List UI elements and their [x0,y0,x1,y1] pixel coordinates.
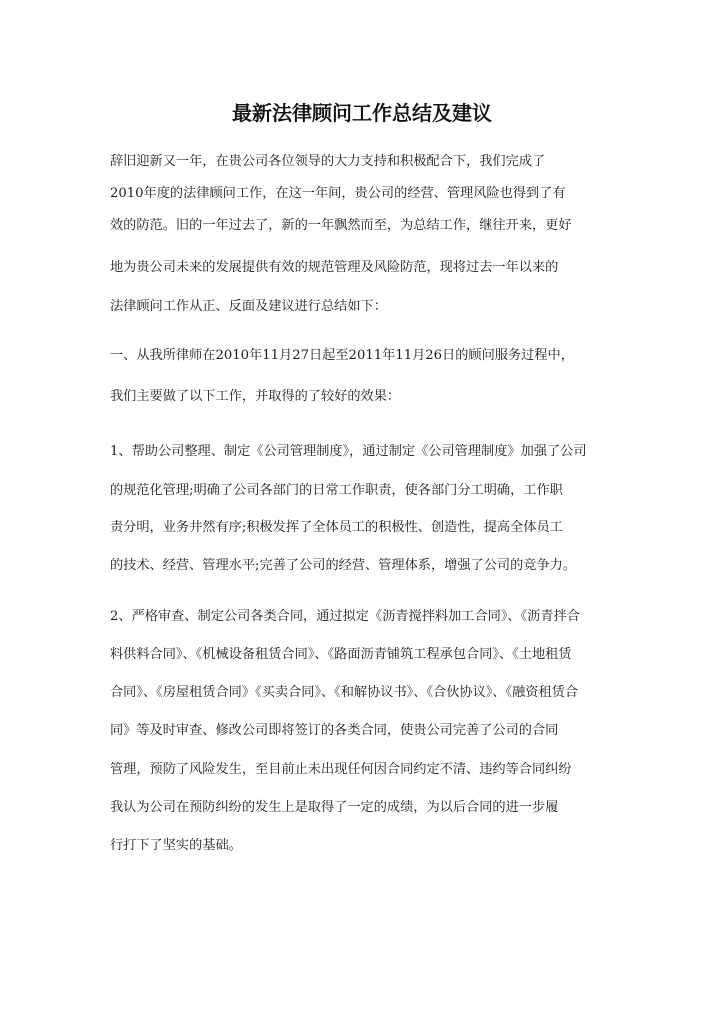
body-line: 法律顾问工作从正、反面及建议进行总结如下： [110,299,387,314]
body-line: 的规范化管理;明确了公司各部门的日常工作职责，使各部门分工明确，工作职 [110,483,563,498]
body-line: 1、帮助公司整理、制定《公司管理制度》，通过制定《公司管理制度》加强了公司 [110,444,587,459]
body-line: 的技术、经营、管理水平;完善了公司的经营、管理体系，增强了公司的竞争力。 [110,558,577,573]
body-line: 2、严格审查、制定公司各类合同，通过拟定《沥青搅拌料加工合同》、《沥青拌合 [110,609,580,624]
body-line: 料供料合同》、《机械设备租赁合同》、《路面沥青铺筑工程承包合同》、《土地租赁 [110,647,572,662]
body-line: 行打下了坚实的基础。 [110,838,242,853]
body-line: 责分明，业务井然有序;积极发挥了全体员工的积极性、创造性，提高全体员工 [110,520,563,535]
document-title: 最新法律顾问工作总结及建议 [232,101,492,125]
body-line: 2010年度的法律顾问工作，在这一年间，贵公司的经营、管理风险也得到了有 [110,186,566,201]
body-line: 地为贵公司未来的发展提供有效的规范管理及风险防范，现将过去一年以来的 [110,260,559,275]
body-line: 效的防范。旧的一年过去了，新的一年飘然而至，为总结工作，继往开来，更好 [110,218,572,233]
body-line: 同》等及时审查、修改公司即将签订的各类合同，使贵公司完善了公司的合同 [110,723,559,738]
body-line: 合同》、《房屋租赁合同》《买卖合同》、《和解协议书》、《合伙协议》、《融资租赁合 [110,685,579,700]
body-line: 我认为公司在预防纠纷的发生上是取得了一定的成绩，为以后合同的进一步履 [110,800,559,815]
body-line: 管理，预防了风险发生，至目前止未出现任何因合同约定不清、违约等合同纠纷 [110,762,572,777]
body-line: 我们主要做了以下工作，并取得的了较好的效果： [110,389,401,404]
body-line: 辞旧迎新又一年，在贵公司各位领导的大力支持和积极配合下，我们完成了 [110,154,546,169]
body-line: 一、从我所律师在2010年11月27日起至2011年11月26日的顾问服务过程中， [110,348,574,363]
